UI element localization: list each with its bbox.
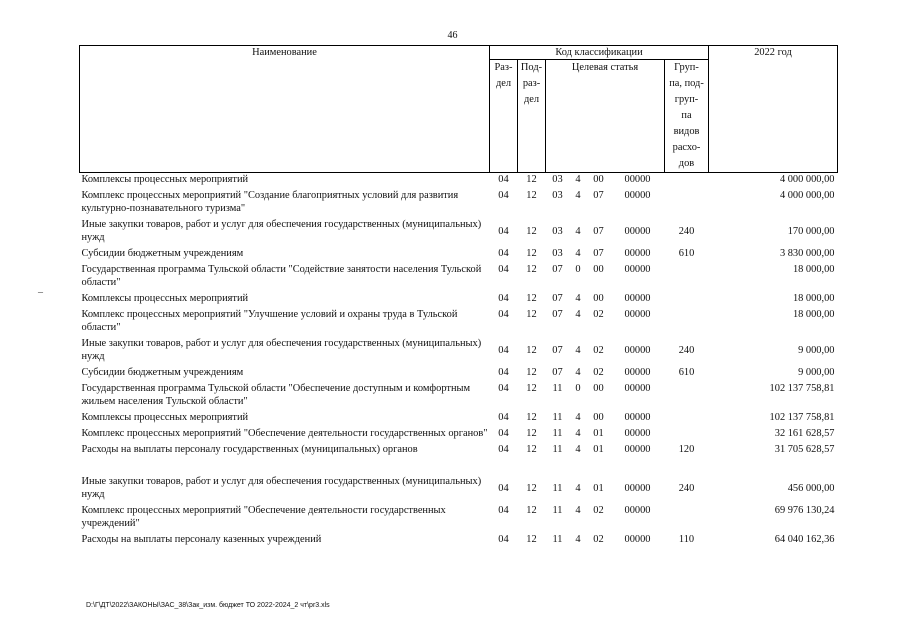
cell-c1: 07 xyxy=(552,367,563,378)
header-year: 2022 год xyxy=(709,46,838,173)
cell-name: Комплексы процессных мероприятий xyxy=(81,174,249,185)
cell-name: Субсидии бюджетным учреждениям xyxy=(81,367,244,378)
cell-c2: 4 xyxy=(575,412,581,423)
cell-c1: 11 xyxy=(552,482,563,494)
cell-sum: 102 137 758,81 xyxy=(769,412,835,423)
cell-rz: 04 xyxy=(498,505,509,516)
cell-sum: 31 705 628,57 xyxy=(774,444,835,455)
cell-c2: 4 xyxy=(575,190,581,201)
cell-c2: 4 xyxy=(575,482,581,494)
table-body xyxy=(80,173,838,550)
cell-c4: 00000 xyxy=(624,428,651,439)
cell-sum: 32 161 628,57 xyxy=(774,428,835,439)
cell-c4: 00000 xyxy=(624,344,651,356)
cell-vr xyxy=(665,189,709,218)
cell-c2: 4 xyxy=(575,534,581,545)
cell-c1: 07 xyxy=(552,293,563,304)
cell-rz: 04 xyxy=(498,428,509,439)
cell-rz: 04 xyxy=(498,264,509,275)
cell-c3: 00 xyxy=(593,293,604,304)
cell-c3: 00 xyxy=(593,383,604,394)
cell-pr: 12 xyxy=(526,264,537,275)
table-row xyxy=(80,247,838,263)
cell-rz: 04 xyxy=(498,309,509,320)
cell-c4: 00000 xyxy=(624,190,651,201)
scan-mark: – xyxy=(38,287,43,298)
cell-name: Государственная программа Тульской области "Содействие занятости населения Тульской области" xyxy=(81,264,482,288)
cell-rz: 04 xyxy=(498,174,509,185)
header-podrazdel-line: Под- xyxy=(520,62,543,73)
table-row xyxy=(80,443,838,475)
table-row xyxy=(80,218,838,247)
cell-c2: 4 xyxy=(575,367,581,378)
cell-c2: 4 xyxy=(575,344,581,356)
cell-c1: 03 xyxy=(552,174,563,185)
cell-c4: 00000 xyxy=(624,412,651,423)
header-row-1 xyxy=(80,46,838,60)
cell-vr: 110 xyxy=(678,534,695,545)
cell-vr xyxy=(665,504,709,533)
cell-sum: 9 000,00 xyxy=(798,367,835,378)
cell-c4: 00000 xyxy=(624,482,651,494)
cell-pr: 12 xyxy=(526,383,537,394)
cell-pr: 12 xyxy=(526,174,537,185)
cell-c1: 03 xyxy=(552,190,563,201)
cell-c1: 03 xyxy=(552,248,563,259)
cell-name: Иные закупки товаров, работ и услуг для обеспечения государственных (муниципальных) нужд xyxy=(81,338,482,362)
table-row xyxy=(80,382,838,411)
cell-c3: 00 xyxy=(593,412,604,423)
cell-c3: 01 xyxy=(593,428,604,439)
cell-c2: 4 xyxy=(575,505,581,516)
cell-name: Субсидии бюджетным учреждениям xyxy=(81,248,244,259)
cell-rz: 04 xyxy=(498,444,509,455)
cell-pr: 12 xyxy=(526,534,537,545)
cell-vr xyxy=(665,173,709,190)
cell-c2: 4 xyxy=(575,248,581,259)
cell-c2: 4 xyxy=(575,428,581,439)
cell-c2: 4 xyxy=(575,293,581,304)
cell-c2: 4 xyxy=(575,309,581,320)
cell-c1: 11 xyxy=(552,383,563,394)
cell-vr xyxy=(665,427,709,443)
table-row xyxy=(80,292,838,308)
cell-vr xyxy=(665,382,709,411)
cell-c3: 02 xyxy=(593,344,604,356)
header-podrazdel xyxy=(518,60,546,173)
cell-name: Расходы на выплаты персоналу государственных (муниципальных) органов xyxy=(81,444,418,455)
cell-c4: 00000 xyxy=(624,293,651,304)
cell-name: Комплекс процессных мероприятий "Обеспечение деятельности государственных учреждений" xyxy=(81,505,446,529)
header-vid-line: дов xyxy=(678,158,695,169)
cell-pr: 12 xyxy=(526,293,537,304)
cell-c3: 07 xyxy=(593,248,604,259)
cell-c1: 07 xyxy=(552,264,563,275)
cell-vr: 610 xyxy=(678,367,695,378)
cell-c3: 02 xyxy=(593,367,604,378)
cell-vr xyxy=(665,308,709,337)
cell-pr: 12 xyxy=(526,428,537,439)
cell-vr: 120 xyxy=(678,444,695,455)
table-row xyxy=(80,173,838,190)
header-podrazdel-line: раз- xyxy=(522,78,541,89)
cell-sum: 456 000,00 xyxy=(787,482,835,494)
cell-rz: 04 xyxy=(498,534,509,545)
header-podrazdel-line: дел xyxy=(523,94,540,105)
cell-c1: 07 xyxy=(552,344,563,356)
header-vid-line: расхо- xyxy=(672,142,701,153)
cell-c2: 0 xyxy=(575,383,581,394)
cell-c1: 11 xyxy=(552,534,563,545)
cell-c4: 00000 xyxy=(624,309,651,320)
header-vid-line: груп- xyxy=(674,94,699,105)
cell-sum: 69 976 130,24 xyxy=(774,505,835,516)
cell-c3: 02 xyxy=(593,534,604,545)
cell-c2: 4 xyxy=(575,174,581,185)
cell-c3: 01 xyxy=(593,444,604,455)
cell-sum: 4 000 000,00 xyxy=(779,190,835,201)
header-razdel xyxy=(490,60,518,173)
table-row xyxy=(80,475,838,504)
cell-vr: 610 xyxy=(678,248,695,259)
table-row xyxy=(80,189,838,218)
header-razdel-line: Раз- xyxy=(494,62,513,73)
table-row xyxy=(80,411,838,427)
cell-sum: 102 137 758,81 xyxy=(769,383,835,394)
cell-sum: 64 040 162,36 xyxy=(774,534,835,545)
cell-pr: 12 xyxy=(526,190,537,201)
header-razdel-line: дел xyxy=(495,78,512,89)
table-row xyxy=(80,504,838,533)
cell-rz: 04 xyxy=(498,248,509,259)
page-number: 46 xyxy=(447,30,458,41)
cell-name: Комплекс процессных мероприятий "Обеспечение деятельности государственных органов" xyxy=(81,428,488,439)
cell-c4: 00000 xyxy=(624,383,651,394)
cell-pr: 12 xyxy=(526,248,537,259)
cell-sum: 18 000,00 xyxy=(792,309,835,320)
cell-c3: 00 xyxy=(593,264,604,275)
table-row xyxy=(80,263,838,292)
cell-c3: 01 xyxy=(593,482,604,494)
cell-c4: 00000 xyxy=(624,174,651,185)
cell-vr xyxy=(665,263,709,292)
table-row xyxy=(80,337,838,366)
header-code-group: Код классификации xyxy=(490,46,709,60)
cell-c4: 00000 xyxy=(624,264,651,275)
cell-c3: 02 xyxy=(593,309,604,320)
cell-name: Комплексы процессных мероприятий xyxy=(81,412,249,423)
header-vid-line: па xyxy=(681,110,692,121)
cell-rz: 04 xyxy=(498,344,509,356)
cell-c4: 00000 xyxy=(624,444,651,455)
cell-sum: 3 830 000,00 xyxy=(779,248,835,259)
cell-c3: 07 xyxy=(593,225,604,237)
cell-rz: 04 xyxy=(498,190,509,201)
cell-c3: 02 xyxy=(593,505,604,516)
cell-sum: 170 000,00 xyxy=(787,225,835,237)
table-row xyxy=(80,427,838,443)
cell-c3: 00 xyxy=(593,174,604,185)
header-name: Наименование xyxy=(80,46,490,173)
cell-c1: 07 xyxy=(552,309,563,320)
cell-sum: 4 000 000,00 xyxy=(779,174,835,185)
cell-c1: 03 xyxy=(552,225,563,237)
table-row xyxy=(80,533,838,549)
cell-rz: 04 xyxy=(498,412,509,423)
budget-table xyxy=(79,45,838,549)
header-vid xyxy=(665,60,709,173)
header-vid-line: видов xyxy=(673,126,700,137)
cell-pr: 12 xyxy=(526,505,537,516)
cell-pr: 12 xyxy=(526,482,537,494)
cell-c2: 4 xyxy=(575,444,581,455)
cell-c4: 00000 xyxy=(624,225,651,237)
cell-c4: 00000 xyxy=(624,248,651,259)
cell-pr: 12 xyxy=(526,444,537,455)
cell-vr xyxy=(665,292,709,308)
cell-sum: 18 000,00 xyxy=(792,264,835,275)
cell-sum: 18 000,00 xyxy=(792,293,835,304)
cell-rz: 04 xyxy=(498,293,509,304)
cell-pr: 12 xyxy=(526,309,537,320)
cell-c4: 00000 xyxy=(624,367,651,378)
cell-vr: 240 xyxy=(678,225,695,237)
cell-vr xyxy=(665,411,709,427)
cell-pr: 12 xyxy=(526,367,537,378)
cell-c4: 00000 xyxy=(624,505,651,516)
cell-name: Государственная программа Тульской области "Обеспечение доступным и комфортным жильем населения Тульской области" xyxy=(81,383,471,407)
cell-name: Комплексы процессных мероприятий xyxy=(81,293,249,304)
cell-c3: 07 xyxy=(593,190,604,201)
header-vid-line: па, под- xyxy=(669,78,704,89)
cell-pr: 12 xyxy=(526,344,537,356)
cell-c2: 4 xyxy=(575,225,581,237)
cell-name: Расходы на выплаты персоналу казенных учреждений xyxy=(81,534,322,545)
cell-c1: 11 xyxy=(552,505,563,516)
table-row xyxy=(80,308,838,337)
cell-name: Комплекс процессных мероприятий "Улучшение условий и охраны труда в Тульской области" xyxy=(81,309,458,333)
cell-pr: 12 xyxy=(526,225,537,237)
table-row xyxy=(80,366,838,382)
file-path-footer: D:\Г\ДТ\2022\ЗАКОНЫ\ЗАС_38\Зак_изм. бюджет ТО 2022-2024_2 чт\pr3.xls xyxy=(86,602,330,609)
cell-name: Комплекс процессных мероприятий "Создание благоприятных условий для развития культурно-познавательного туризма" xyxy=(81,190,459,214)
cell-rz: 04 xyxy=(498,482,509,494)
cell-c1: 11 xyxy=(552,428,563,439)
cell-pr: 12 xyxy=(526,412,537,423)
cell-sum: 9 000,00 xyxy=(798,344,835,356)
cell-name: Иные закупки товаров, работ и услуг для обеспечения государственных (муниципальных) нужд xyxy=(81,476,482,500)
cell-c1: 11 xyxy=(552,412,563,423)
header-vid-line: Груп- xyxy=(674,62,699,73)
cell-vr: 240 xyxy=(678,482,695,494)
cell-name: Иные закупки товаров, работ и услуг для обеспечения государственных (муниципальных) нужд xyxy=(81,219,482,243)
cell-rz: 04 xyxy=(498,225,509,237)
cell-c1: 11 xyxy=(552,444,563,455)
cell-vr: 240 xyxy=(678,344,695,356)
cell-rz: 04 xyxy=(498,383,509,394)
header-target: Целевая статья xyxy=(546,60,665,173)
cell-rz: 04 xyxy=(498,367,509,378)
cell-c4: 00000 xyxy=(624,534,651,545)
cell-c2: 0 xyxy=(575,264,581,275)
